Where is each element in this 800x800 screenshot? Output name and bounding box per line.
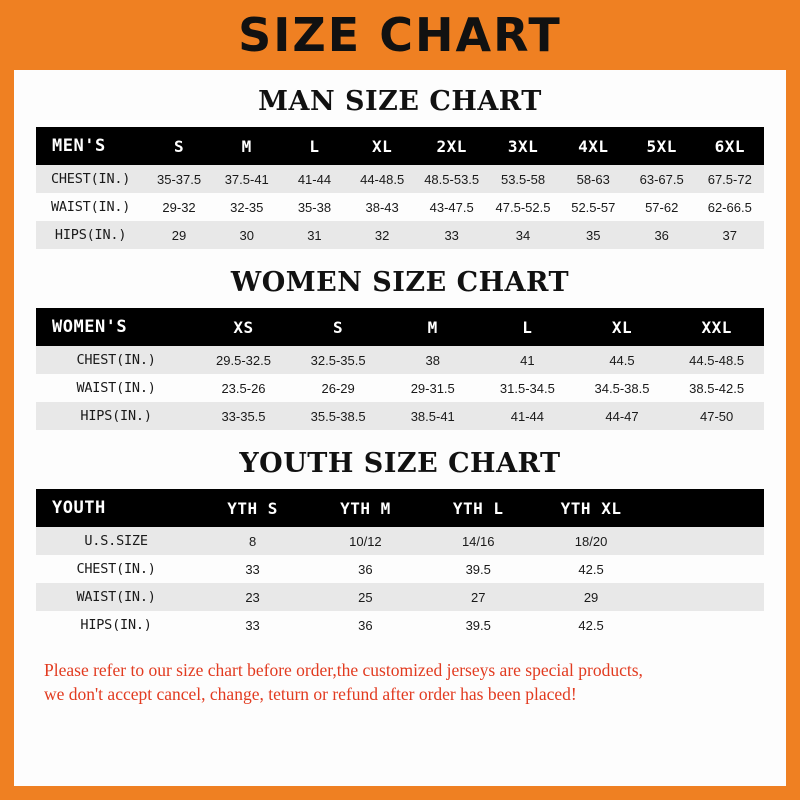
chart-content xyxy=(14,70,786,786)
women-row-hips-label: HIPS(IN.) xyxy=(80,408,152,424)
women-header-label: WOMEN'S xyxy=(52,317,128,337)
women-hips-l: 41-44 xyxy=(510,408,544,424)
man-waist-xl: 38-43 xyxy=(365,199,399,215)
man-waist-l: 35-38 xyxy=(297,199,332,215)
table-row xyxy=(36,221,764,249)
youth-waist-yth-m: 25 xyxy=(358,589,373,605)
youth-ussize-yth-l: 14/16 xyxy=(461,533,495,549)
table-row xyxy=(36,193,764,221)
man-header-s: S xyxy=(173,136,185,156)
youth-ussize-spacer xyxy=(647,527,764,555)
man-header-3xl: 3XL xyxy=(507,136,539,156)
table-row xyxy=(36,374,764,402)
man-chest-s: 35-37.5 xyxy=(156,171,202,187)
youth-ussize-yth-xl: 18/20 xyxy=(574,533,608,549)
youth-chest-yth-s: 33 xyxy=(245,561,260,577)
youth-chest-yth-xl: 42.5 xyxy=(578,561,604,577)
disclaimer-line-2: we don't accept cancel, change, teturn or refund after order has been placed! xyxy=(44,683,577,704)
women-section-title: WOMEN SIZE CHART xyxy=(230,267,570,298)
women-table-header-row xyxy=(36,308,764,346)
women-header-xs: XS xyxy=(233,317,254,337)
youth-header-yth-m: YTH M xyxy=(340,498,391,518)
man-waist-2xl: 43-47.5 xyxy=(429,199,474,215)
women-header-xxl: XXL xyxy=(701,317,732,337)
man-hips-l: 31 xyxy=(307,227,322,243)
youth-row-hips-label: HIPS(IN.) xyxy=(80,617,152,633)
man-hips-5xl: 36 xyxy=(654,227,669,243)
table-row xyxy=(36,346,764,374)
youth-hips-spacer xyxy=(647,611,764,639)
women-size-table xyxy=(36,308,764,430)
women-chest-m: 38 xyxy=(425,352,440,368)
man-section-title: MAN SIZE CHART xyxy=(258,86,542,117)
man-header-label: MEN'S xyxy=(52,136,106,156)
women-chest-xl: 44.5 xyxy=(609,352,635,368)
man-hips-s: 29 xyxy=(171,227,187,243)
women-header-l: L xyxy=(522,317,533,337)
table-row xyxy=(36,555,764,583)
man-table-header-row xyxy=(36,127,764,165)
youth-chest-yth-l: 39.5 xyxy=(465,561,491,577)
women-chest-s: 32.5-35.5 xyxy=(310,352,366,368)
youth-section-title: YOUTH SIZE CHART xyxy=(239,448,561,479)
man-waist-4xl: 52.5-57 xyxy=(571,199,616,215)
youth-waist-yth-l: 27 xyxy=(470,589,486,605)
man-hips-xl: 32 xyxy=(374,227,390,243)
women-waist-xxl: 38.5-42.5 xyxy=(689,380,745,396)
women-header-s: S xyxy=(333,317,344,337)
youth-hips-yth-l: 39.5 xyxy=(465,617,491,633)
women-header-xl: XL xyxy=(611,317,633,337)
youth-waist-spacer xyxy=(647,583,764,611)
table-row xyxy=(36,165,764,193)
women-chest-xs: 29.5-32.5 xyxy=(216,352,271,368)
women-hips-m: 38.5-41 xyxy=(410,408,455,424)
man-hips-3xl: 34 xyxy=(515,227,531,243)
man-waist-s: 29-32 xyxy=(162,199,196,215)
man-chest-xl: 44-48.5 xyxy=(360,171,405,187)
youth-chest-yth-m: 36 xyxy=(358,561,373,577)
man-waist-m: 32-35 xyxy=(230,199,264,215)
man-waist-5xl: 57-62 xyxy=(645,199,679,215)
man-waist-6xl: 62-66.5 xyxy=(707,199,752,215)
page-title: SIZE CHART xyxy=(238,8,562,62)
youth-header-yth-s: YTH S xyxy=(227,498,278,518)
women-header-m: M xyxy=(427,317,438,337)
women-chest-l: 41 xyxy=(520,352,535,368)
youth-ussize-yth-m: 10/12 xyxy=(349,533,382,549)
youth-chest-spacer xyxy=(647,555,764,583)
women-waist-s: 26-29 xyxy=(321,380,355,396)
youth-hips-yth-m: 36 xyxy=(358,617,373,633)
man-chest-l: 41-44 xyxy=(297,171,332,187)
man-row-chest-label: CHEST(IN.) xyxy=(50,171,131,187)
man-chest-m: 37.5-41 xyxy=(224,171,269,187)
disclaimer-note xyxy=(36,653,764,706)
women-hips-s: 35.5-38.5 xyxy=(310,408,366,424)
youth-header-label: YOUTH xyxy=(52,498,106,518)
table-row xyxy=(36,583,764,611)
youth-hips-yth-s: 33 xyxy=(245,617,260,633)
youth-waist-yth-s: 23 xyxy=(245,589,260,605)
man-header-xl: XL xyxy=(372,136,393,156)
bottom-accent-strip xyxy=(14,786,786,800)
youth-row-chest-label: CHEST(IN.) xyxy=(76,561,156,577)
disclaimer-line-1: Please refer to our size chart before order,the customized jerseys are special products, xyxy=(44,660,643,680)
youth-ussize-yth-s: 8 xyxy=(248,533,257,549)
youth-hips-yth-xl: 42.5 xyxy=(578,617,604,633)
man-row-hips-label: HIPS(IN.) xyxy=(54,227,127,243)
man-header-5xl: 5XL xyxy=(646,136,677,156)
man-chest-6xl: 67.5-72 xyxy=(707,171,752,187)
women-hips-xs: 33-35.5 xyxy=(221,408,266,424)
table-row xyxy=(36,402,764,430)
women-hips-xl: 44-47 xyxy=(605,408,639,424)
man-hips-m: 30 xyxy=(239,227,254,243)
youth-header-yth-xl: YTH XL xyxy=(560,498,622,518)
man-header-6xl: 6XL xyxy=(714,136,745,156)
youth-row-ussize-label: U.S.SIZE xyxy=(84,533,148,549)
youth-header-yth-l: YTH L xyxy=(452,498,504,518)
man-chest-4xl: 58-63 xyxy=(576,171,610,187)
man-header-4xl: 4XL xyxy=(578,136,609,156)
women-row-waist-label: WAIST(IN.) xyxy=(76,380,156,396)
youth-size-table xyxy=(36,489,764,639)
table-row xyxy=(36,611,764,639)
youth-table-header-row xyxy=(36,489,764,527)
women-waist-m: 29-31.5 xyxy=(410,380,455,396)
women-waist-xs: 23.5-26 xyxy=(221,380,266,396)
man-header-l: L xyxy=(309,136,320,156)
man-waist-3xl: 47.5-52.5 xyxy=(495,199,551,215)
women-waist-l: 31.5-34.5 xyxy=(499,380,555,396)
women-hips-xxl: 47-50 xyxy=(700,408,734,424)
table-row xyxy=(36,527,764,555)
man-row-waist-label: WAIST(IN.) xyxy=(50,199,131,215)
youth-header-spacer xyxy=(647,489,764,527)
man-hips-4xl: 35 xyxy=(586,227,601,243)
women-chest-xxl: 44.5-48.5 xyxy=(689,352,745,368)
man-size-table xyxy=(36,127,764,249)
youth-row-waist-label: WAIST(IN.) xyxy=(76,589,156,605)
man-header-2xl: 2XL xyxy=(436,136,467,156)
women-row-chest-label: CHEST(IN.) xyxy=(76,352,156,368)
man-chest-3xl: 53.5-58 xyxy=(500,171,546,187)
youth-waist-yth-xl: 29 xyxy=(583,589,599,605)
man-header-m: M xyxy=(241,136,252,156)
man-chest-2xl: 48.5-53.5 xyxy=(424,171,480,187)
man-hips-2xl: 33 xyxy=(444,227,459,243)
page-banner xyxy=(14,0,786,70)
women-waist-xl: 34.5-38.5 xyxy=(594,380,650,396)
man-chest-5xl: 63-67.5 xyxy=(639,171,684,187)
man-hips-6xl: 37 xyxy=(722,227,737,243)
